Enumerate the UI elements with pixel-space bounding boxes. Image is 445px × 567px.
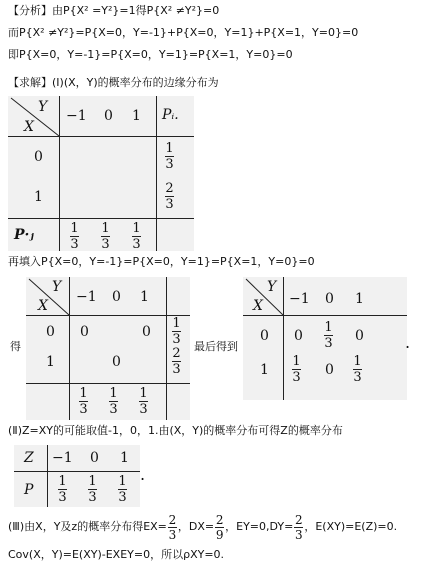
t3-cell-1-0: 0: [325, 362, 334, 378]
t3-header-y: Y: [267, 279, 277, 295]
t2-marg-x1: 2 3: [172, 346, 181, 377]
t3-cell-0-m1: 0: [294, 328, 303, 344]
t2-col-0: 0: [112, 289, 121, 305]
marginal-y-0: 1 3: [101, 221, 110, 252]
t2-cell-0-m1: 0: [80, 324, 89, 340]
word-finally: 最后得到: [194, 340, 238, 353]
t3-row-1: 1: [260, 362, 269, 378]
z-prob-m1: 1 3: [58, 474, 67, 505]
t2-col-m1: −1: [76, 289, 97, 305]
t2-header-y: Y: [52, 279, 62, 295]
marginal-y-1: 1 3: [132, 221, 141, 252]
header-x: X: [24, 119, 34, 135]
col-y-m1: −1: [66, 108, 87, 124]
marginal-pj-header: P·ⱼ: [14, 227, 34, 243]
marginal-y-m1: 1 3: [70, 221, 79, 252]
final-joint-table: [243, 277, 407, 400]
z-val-1: 1: [120, 450, 129, 466]
t2-marg-y-m1: 1 3: [79, 386, 88, 417]
t3-col-m1: −1: [289, 291, 310, 307]
analysis-line: 【分析】由P{X² =Y²}=1得P{X² ≠Y²}=0: [8, 4, 220, 17]
row-x-0: 0: [34, 149, 43, 165]
z-val-m1: −1: [52, 450, 73, 466]
z-distribution-line: (Ⅱ)Z=XY的可能取值-1，0，1.由(X，Y)的概率分布可得Z的概率分布: [8, 424, 343, 437]
col-y-0: 0: [104, 108, 113, 124]
t2-marg-x0: 1 3: [172, 316, 181, 347]
t2-row-1: 1: [46, 354, 55, 370]
dy-fraction: $\frac{2}{3}$: [295, 512, 303, 542]
t2-header-x: X: [38, 298, 48, 314]
t3-cell-1-1: 1 3: [353, 354, 362, 385]
z-prob-1: 1 3: [118, 474, 127, 505]
p-label: P: [24, 482, 34, 498]
covariance-line: Cov(X，Y)=E(XY)-EXEY=0，所以ρXY=0.: [8, 548, 225, 561]
t3-col-0: 0: [325, 291, 334, 307]
t3-cell-1-m1: 1 3: [292, 354, 301, 385]
dx-fraction: $\frac{2}{9}$: [215, 512, 224, 542]
z-dot: .: [140, 465, 146, 484]
t3-row-0: 0: [260, 328, 269, 344]
col-y-1: 1: [132, 108, 141, 124]
ex-fraction: $\frac{2}{3}$: [168, 512, 177, 542]
t3-cell-0-1: 0: [355, 328, 364, 344]
t2-marg-y-0: 1 3: [109, 386, 118, 417]
row-x-1: 1: [34, 189, 43, 205]
z-prob-0: 1 3: [88, 474, 97, 505]
conclusion-line: 即P{X=0，Y=-1}=P{X=0，Y=1}=P{X=1，Y=0}=0: [8, 48, 293, 61]
t2-col-1: 1: [140, 289, 149, 305]
final-dot: .: [405, 333, 411, 352]
partial-table: [26, 277, 190, 420]
solution-line: 【求解】(Ⅰ)(X，Y)的概率分布的边缘分布为: [8, 76, 219, 89]
t3-header-x: X: [253, 298, 263, 314]
z-val-0: 0: [90, 450, 99, 466]
marginal-table: [8, 96, 194, 251]
word-de: 得: [10, 340, 21, 353]
marginal-x1: 2 3: [165, 181, 174, 212]
marginal-pi-header: Pᵢ.: [162, 107, 179, 123]
t2-cell-0-1: 0: [142, 324, 151, 340]
marginal-x0: 1 3: [165, 141, 174, 172]
t2-row-0: 0: [46, 324, 55, 340]
z-label: Z: [24, 450, 34, 466]
t3-cell-0-0: 1 3: [324, 320, 333, 351]
t2-marg-y-1: 1 3: [139, 386, 148, 417]
fill-in-line: 再填入P{X=0，Y=-1}=P{X=0，Y=1}=P{X=1，Y=0}=0: [8, 255, 315, 268]
z-distribution-table: [14, 445, 140, 507]
expectation-line: (Ⅲ)由X，Y及z的概率分布得EX= $\frac{2}{3}$ ，DX= $\frac{2}{9}$ ，EY=0,DY= $\frac{2}{3}$ ，E(XY)=E(Z)=0.: [8, 512, 398, 542]
t3-col-1: 1: [355, 291, 364, 307]
header-y: Y: [38, 99, 48, 115]
t2-cell-1-0: 0: [112, 354, 121, 370]
derivation-line: 而P{X² ≠Y²}=P{X=0，Y=-1}+P{X=0，Y=1}+P{X=1，Y=0}=0: [8, 26, 359, 39]
